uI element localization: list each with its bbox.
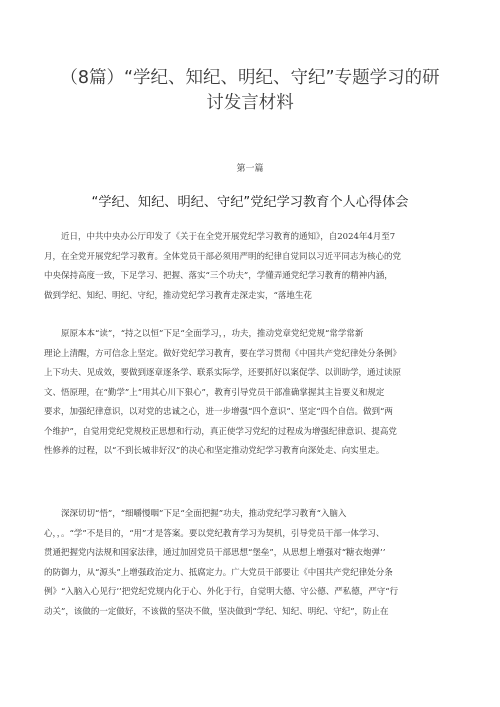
- section-label: 第一篇: [236, 164, 264, 174]
- text-line: 上下功夫、见成效，要做到逐章逐条学、联系实际学，还要抓好以案促学、以训助学，通过读原: [44, 368, 402, 378]
- text-line: 贯通把握党内法规和国家法律，通过加固党员干部思想“堡垒”，从思想上增强对“糖衣炮弹’’: [44, 548, 386, 558]
- text-line: 深深切切“悟”，“细嚼慢咽”下足“全面把握”功夫，推动党纪学习教育“入脑入: [61, 509, 347, 519]
- text-line: 心，，。“学”不是目的，“用”才是答案。要以党纪教育学习为契机，引导党员干部一体学习、: [44, 528, 385, 539]
- text-line: 中央保持高度一致，下足学习、把握、落实“三个功夫”，学懂弄通党纪学习教育的精神内涵，: [44, 271, 393, 281]
- paragraph-understand: [44, 505, 464, 622]
- paragraph-intro: [44, 228, 464, 306]
- text-line: 文、悟原理，在“勤学”上“用其心川下狠心”，教育引导党员干部准确掌握其主旨要义和规定: [44, 387, 385, 398]
- text-line: 性修养的过程，以“不到长城非好汉”的决心和坚定推动党纪学习教育向深处走、向实里走。: [44, 446, 385, 456]
- text-line: 理论上清醒，方可信念上坚定。做好党纪学习教育，要在学习贯彻《中国共产党纪律处分条例》: [44, 348, 402, 359]
- text-line: 要求，加强纪律意识，以对党的忠诚之心，进一步增强“四个意识”、坚定“四个自信。做到“两: [44, 407, 393, 417]
- text-line: 近日，中共中央办公厅印发了《关于在全党开展党纪学习教育的通知》，自2024年4月至7: [61, 232, 396, 242]
- text-line: 个维护”，自觉用党纪党规校正思想和行动，真正使学习党纪的过程成为增强纪律意识、提高党: [44, 426, 397, 437]
- text-line: 例》“入脑入心见行’’把党纪党规内化于心、外化于行，自觉明大德、守公德、严私德，严守“行: [44, 587, 399, 597]
- title-line: （8篇）“学纪、知纪、明纪、守纪”专题学习的研: [60, 68, 440, 88]
- section-subtitle: “学纪、知纪、明纪、守纪”党纪学习教育个人心得体会: [91, 195, 409, 210]
- text-line: 动关”，该做的一定做好，不该做的坚决不做，坚决做到“学纪、知纪、明纪、守纪”，防止在: [44, 606, 389, 617]
- text-line: 月，在全党开展党纪学习教育。全体党员干部必须用严明的纪律自觉同以习近平同志为核心的党: [44, 251, 402, 262]
- text-line: 的防御力，从“源头”上增强政治定力、抵腐定力。广大党员干部要让《中国共产党纪律处分条: [44, 567, 393, 578]
- document-title: [40, 66, 460, 116]
- title-line: 讨发言材料: [206, 93, 294, 113]
- text-line: 原原本本“读”，“持之以恒”下足“全面学习，，功夫，推动党章党纪党规“常学常新: [61, 329, 364, 339]
- paragraph-read: [44, 325, 464, 462]
- text-line: 做到学纪、知纪、明纪、守纪，推动党纪学习教育走深走实，“落地生花: [44, 290, 312, 301]
